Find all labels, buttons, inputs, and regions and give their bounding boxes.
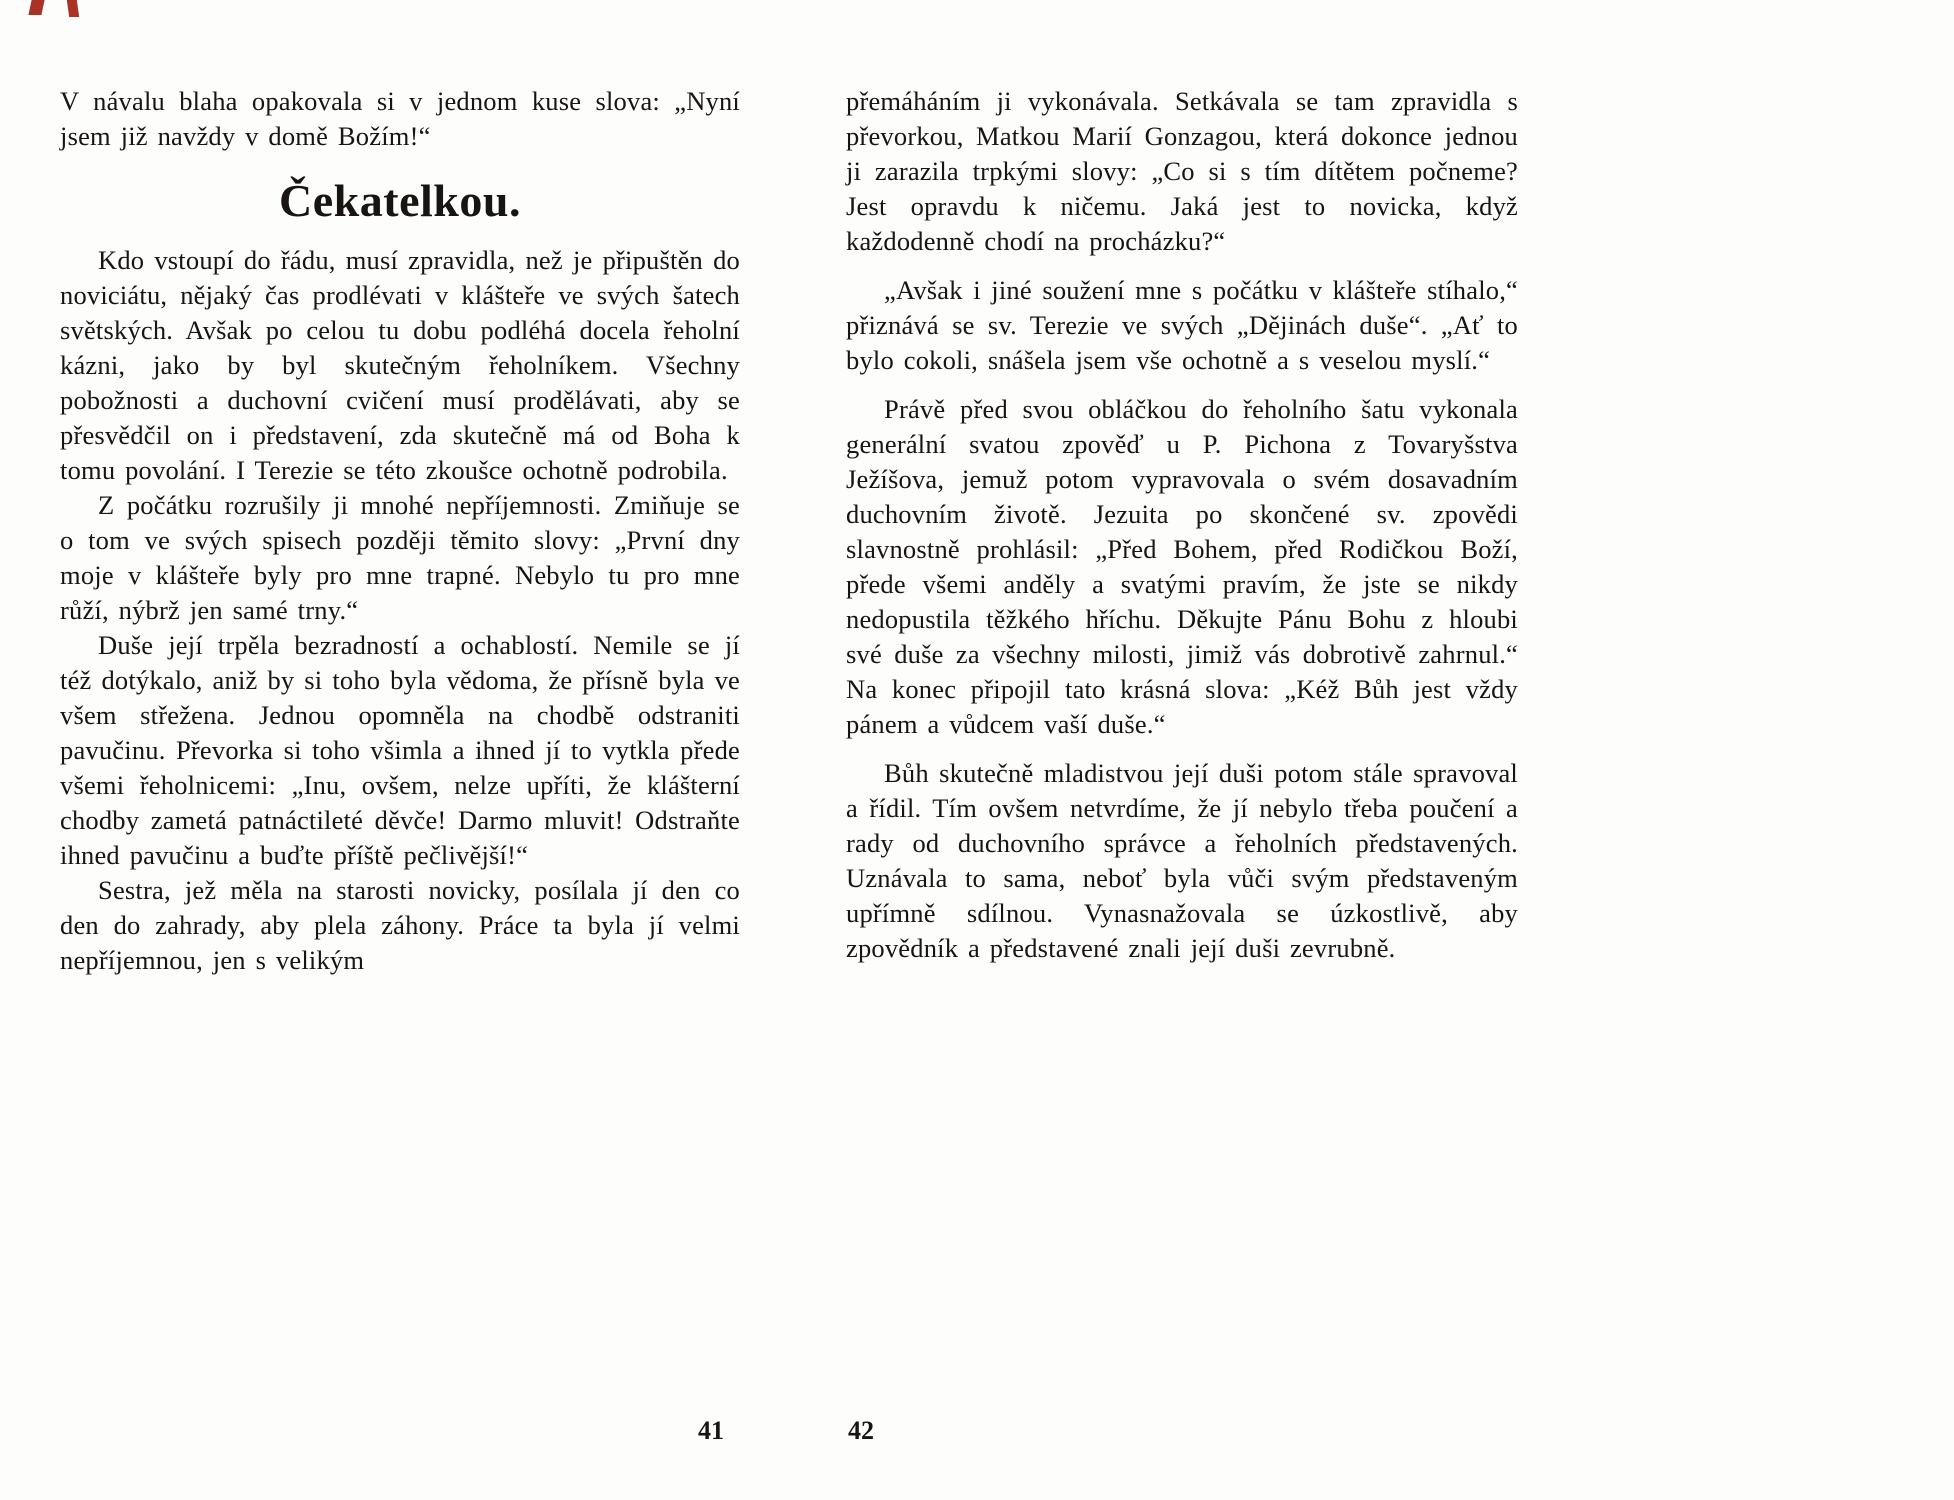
body-paragraph: Z počátku rozrušily ji mnohé nepříjemnosti. Zmiňuje se o tom ve svých spisech později těmito slovy: „První dny moje v klášteře byly pro mne trapné. Nebylo tu pro mne růží, nýbrž jen samé trny.“ xyxy=(60,490,740,625)
body-paragraph: „Avšak i jiné soužení mne s počátku v klášteře stíhalo,“ přiznává se sv. Terezie ve svých „Dějinách duše“. „Ať to bylo cokoli, snášela jsem vše ochotně a s veselou myslí.“ xyxy=(846,275,1518,375)
body-paragraph: přemáháním ji vykonávala. Setkávala se tam zpravidla s převorkou, Matkou Marií Gonzagou, která dokonce jednou ji zarazila trpkými slovy: „Co si s tím dítětem počneme? Jest opravdu k ničemu. Jaká jest to novicka, když každodenně chodí na procházku?“ xyxy=(846,86,1518,256)
page-number-left: 41 xyxy=(698,1416,724,1445)
page-left-text xyxy=(60,0,740,978)
page-number-right: 42 xyxy=(848,1416,874,1445)
body-paragraph: Sestra, jež měla na starosti novicky, posílala jí den co den do zahrady, aby plela záhony. Práce ta byla jí velmi nepříjemnou, jen s velikým xyxy=(60,875,740,975)
body-paragraph: V návalu blaha opakovala si v jednom kuse slova: „Nyní jsem již navždy v domě Božím!“ xyxy=(60,86,740,151)
page-right-text xyxy=(846,0,1518,966)
body-paragraph: Právě před svou obláčkou do řeholního šatu vykonala generální svatou zpověď u P. Pichona z Tovaryšstva Ježíšova, jemuž potom vypravovala o svém dosavadním duchovním životě. Jezuita po skončené sv. zpovědi slavnostně prohlásil: „Před Bohem, před Rodičkou Boží, přede všemi anděly a svatými pravím, že jste se nikdy nedopustila těžkého hříchu. Děkujte Pánu Bohu z hloubi své duše za všechny milosti, jimiž vás dobrotivě zahrnul.“ Na konec připojil tato krásná slova: „Kéž Bůh jest vždy pánem a vůdcem vaší duše.“ xyxy=(846,394,1518,739)
page-right xyxy=(846,0,1518,1500)
body-paragraph: Bůh skutečně mladistvou její duši potom stále spravoval a řídil. Tím ovšem netvrdíme, že jí nebylo třeba poučení a rady od duchovního správce a řeholních představených. Uznávala to sama, neboť byla vůči svým představeným upřímně sdílnou. Vynasnažovala se úzkostlivě, aby zpovědník a představené znali její duši zevrubně. xyxy=(846,758,1518,963)
page-left xyxy=(60,0,740,1500)
body-paragraph: Duše její trpěla bezradností a ochablostí. Nemile se jí též dotýkalo, aniž by si toho byla vědoma, že přísně byla ve všem střežena. Jednou opomněla na chodbě odstraniti pavučinu. Převorka si toho všimla a ihned jí to vytkla přede všemi řeholnicemi: „Inu, ovšem, nelze upříti, že klášterní chodby zametá patnáctileté děvče! Darmo mluvit! Odstraňte ihned pavučinu a buďte příště pečlivější!“ xyxy=(60,630,740,870)
chapter-heading: Čekatelkou. xyxy=(279,175,521,226)
body-paragraph: Kdo vstoupí do řádu, musí zpravidla, než je připuštěn do noviciátu, nějaký čas prodlévati v klášteře ve svých šatech světských. Avšak po celou tu dobu podléhá docela řeholní kázni, jako by byl skutečným řeholníkem. Všechny pobožnosti a duchovní cvičení musí prodělávati, aby se přesvědčil on i představení, zda skutečně má od Boha k tomu povolání. I Terezie se této zkoušce ochotně podrobila. xyxy=(60,245,740,485)
scan-mark xyxy=(28,0,44,15)
